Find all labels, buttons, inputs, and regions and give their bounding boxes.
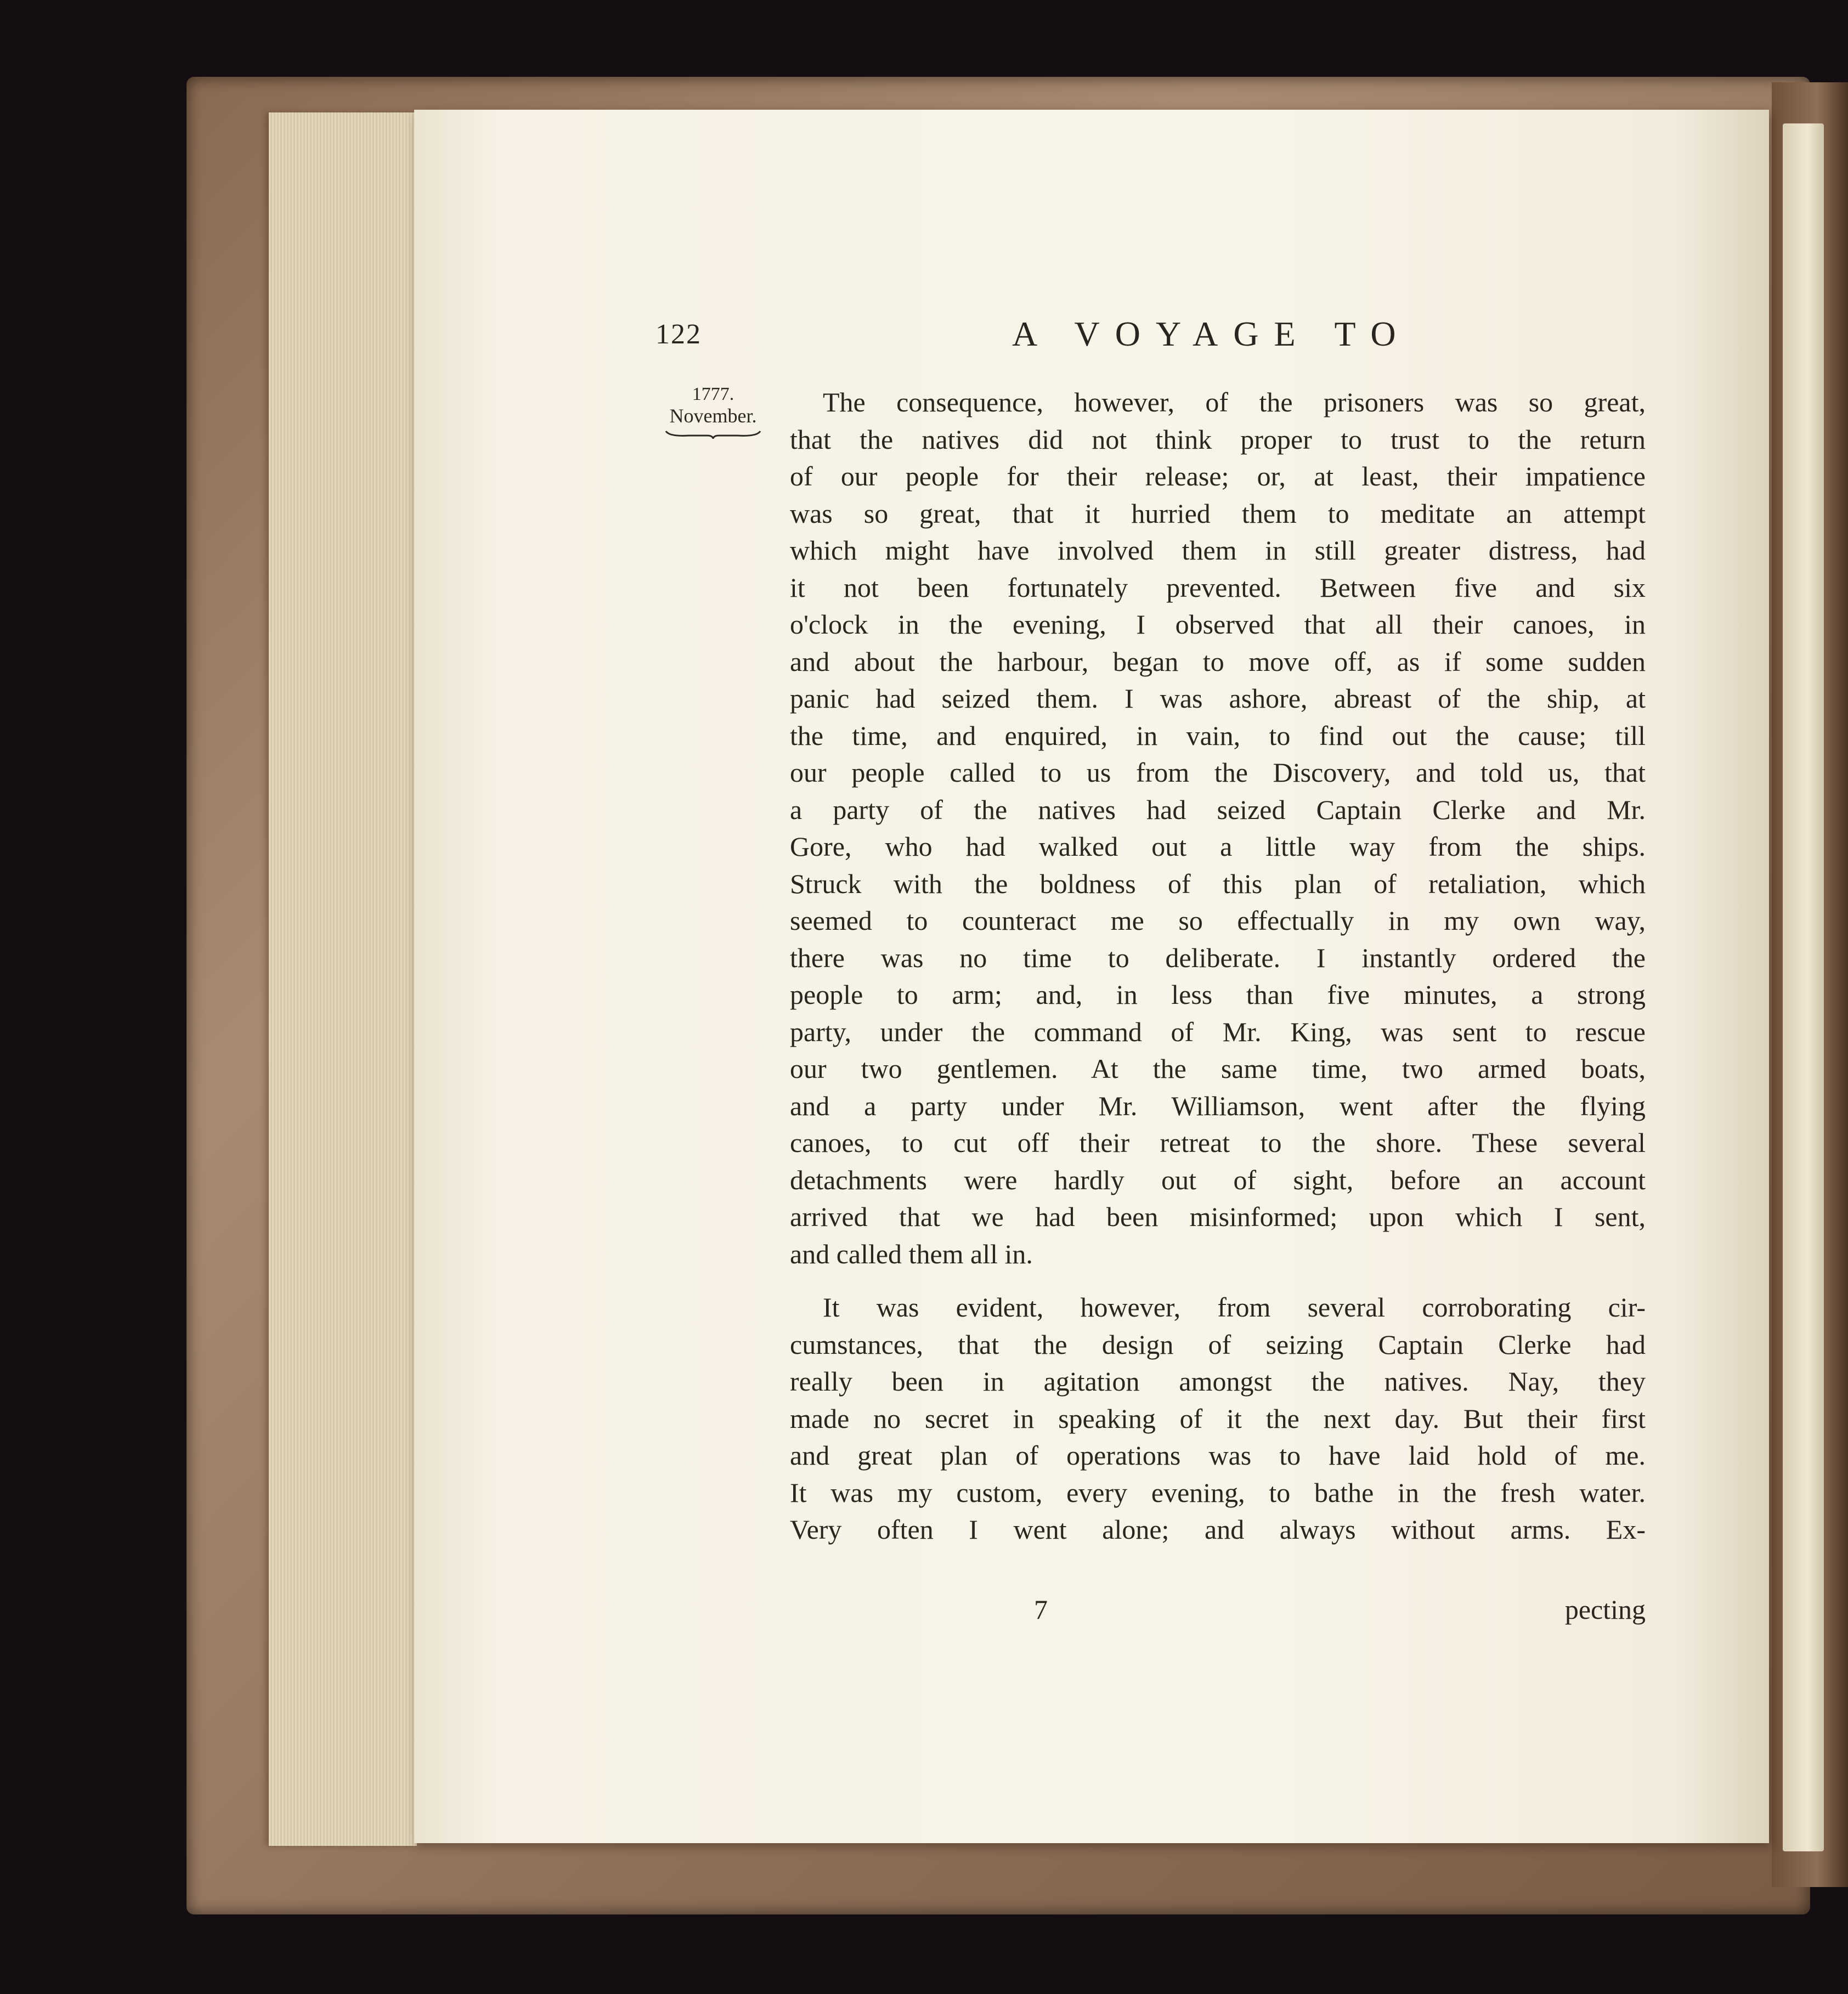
text-line: arrived that we had been misinformed; upon which I sent, — [790, 1201, 1646, 1232]
marginal-year: 1777. — [692, 384, 734, 404]
text-line: It was evident, however, from several corroborating cir- — [823, 1292, 1646, 1323]
text-line: of our people for their release; or, at least, their impatience — [790, 461, 1646, 492]
facing-page-edge — [1783, 123, 1824, 1851]
marginal-month: November. — [669, 405, 757, 427]
text-line: our people called to us from the Discovery, and told us, that — [790, 757, 1646, 788]
text-line: cumstances, that the design of seizing Captain Clerke had — [790, 1329, 1646, 1360]
body-text — [790, 384, 1646, 1549]
text-line: it not been fortunately prevented. Between five and six — [790, 572, 1646, 603]
text-line: made no secret in speaking of it the next day. But their first — [790, 1403, 1646, 1434]
text-line: people to arm; and, in less than five minutes, a strong — [790, 979, 1646, 1010]
text-line: a party of the natives had seized Captain Clerke and Mr. — [790, 794, 1646, 825]
text-line: party, under the command of Mr. King, was sent to rescue — [790, 1016, 1646, 1047]
paragraph-2 — [790, 1289, 1646, 1549]
text-line: and a party under Mr. Williamson, went after the flying — [790, 1090, 1646, 1121]
text-line: It was my custom, every evening, to bathe in the fresh water. — [790, 1477, 1646, 1508]
text-line: The consequence, however, of the prisoners was so great, — [823, 387, 1646, 417]
text-line: that the natives did not think proper to trust to the return — [790, 423, 1646, 455]
paragraph-1 — [790, 384, 1646, 1273]
text-line: and called them all in. — [790, 1238, 1033, 1269]
text-line: Struck with the boldness of this plan of retaliation, which — [790, 868, 1646, 899]
text-line: Gore, who had walked out a little way from the ships. — [790, 831, 1646, 862]
text-line: our two gentlemen. At the same time, two armed boats, — [790, 1053, 1646, 1084]
text-line: and great plan of operations was to have laid hold of me. — [790, 1440, 1646, 1471]
marginal-date-note — [658, 384, 768, 442]
text-line: panic had seized them. I was ashore, abreast of the ship, at — [790, 683, 1646, 714]
text-line: seemed to counteract me so effectually in my own way, — [790, 905, 1646, 936]
running-head — [655, 314, 1681, 362]
text-line: Very often I went alone; and always without arms. Ex- — [790, 1514, 1646, 1545]
text-line: o'clock in the evening, I observed that all their canoes, in — [790, 609, 1646, 640]
page-footer — [790, 1594, 1646, 1632]
page-block-edges — [269, 112, 417, 1846]
page-number: 122 — [655, 319, 702, 350]
text-line: the time, and enquired, in vain, to find out the cause; till — [790, 720, 1646, 751]
marginal-brace-ornament — [664, 429, 762, 439]
catchword: pecting — [1564, 1594, 1646, 1625]
text-line: which might have involved them in still greater distress, had — [790, 535, 1646, 566]
text-line: really been in agitation amongst the natives. Nay, they — [790, 1366, 1646, 1397]
text-line: was so great, that it hurried them to meditate an attempt — [790, 498, 1646, 529]
text-line: detachments were hardly out of sight, before an account — [790, 1164, 1646, 1195]
running-title: A VOYAGE TO — [1012, 314, 1411, 353]
text-line: there was no time to deliberate. I instantly ordered the — [790, 942, 1646, 973]
text-line: canoes, to cut off their retreat to the shore. These several — [790, 1127, 1646, 1158]
text-line: and about the harbour, began to move off, as if some sudden — [790, 646, 1646, 677]
signature-mark: 7 — [1034, 1594, 1048, 1625]
